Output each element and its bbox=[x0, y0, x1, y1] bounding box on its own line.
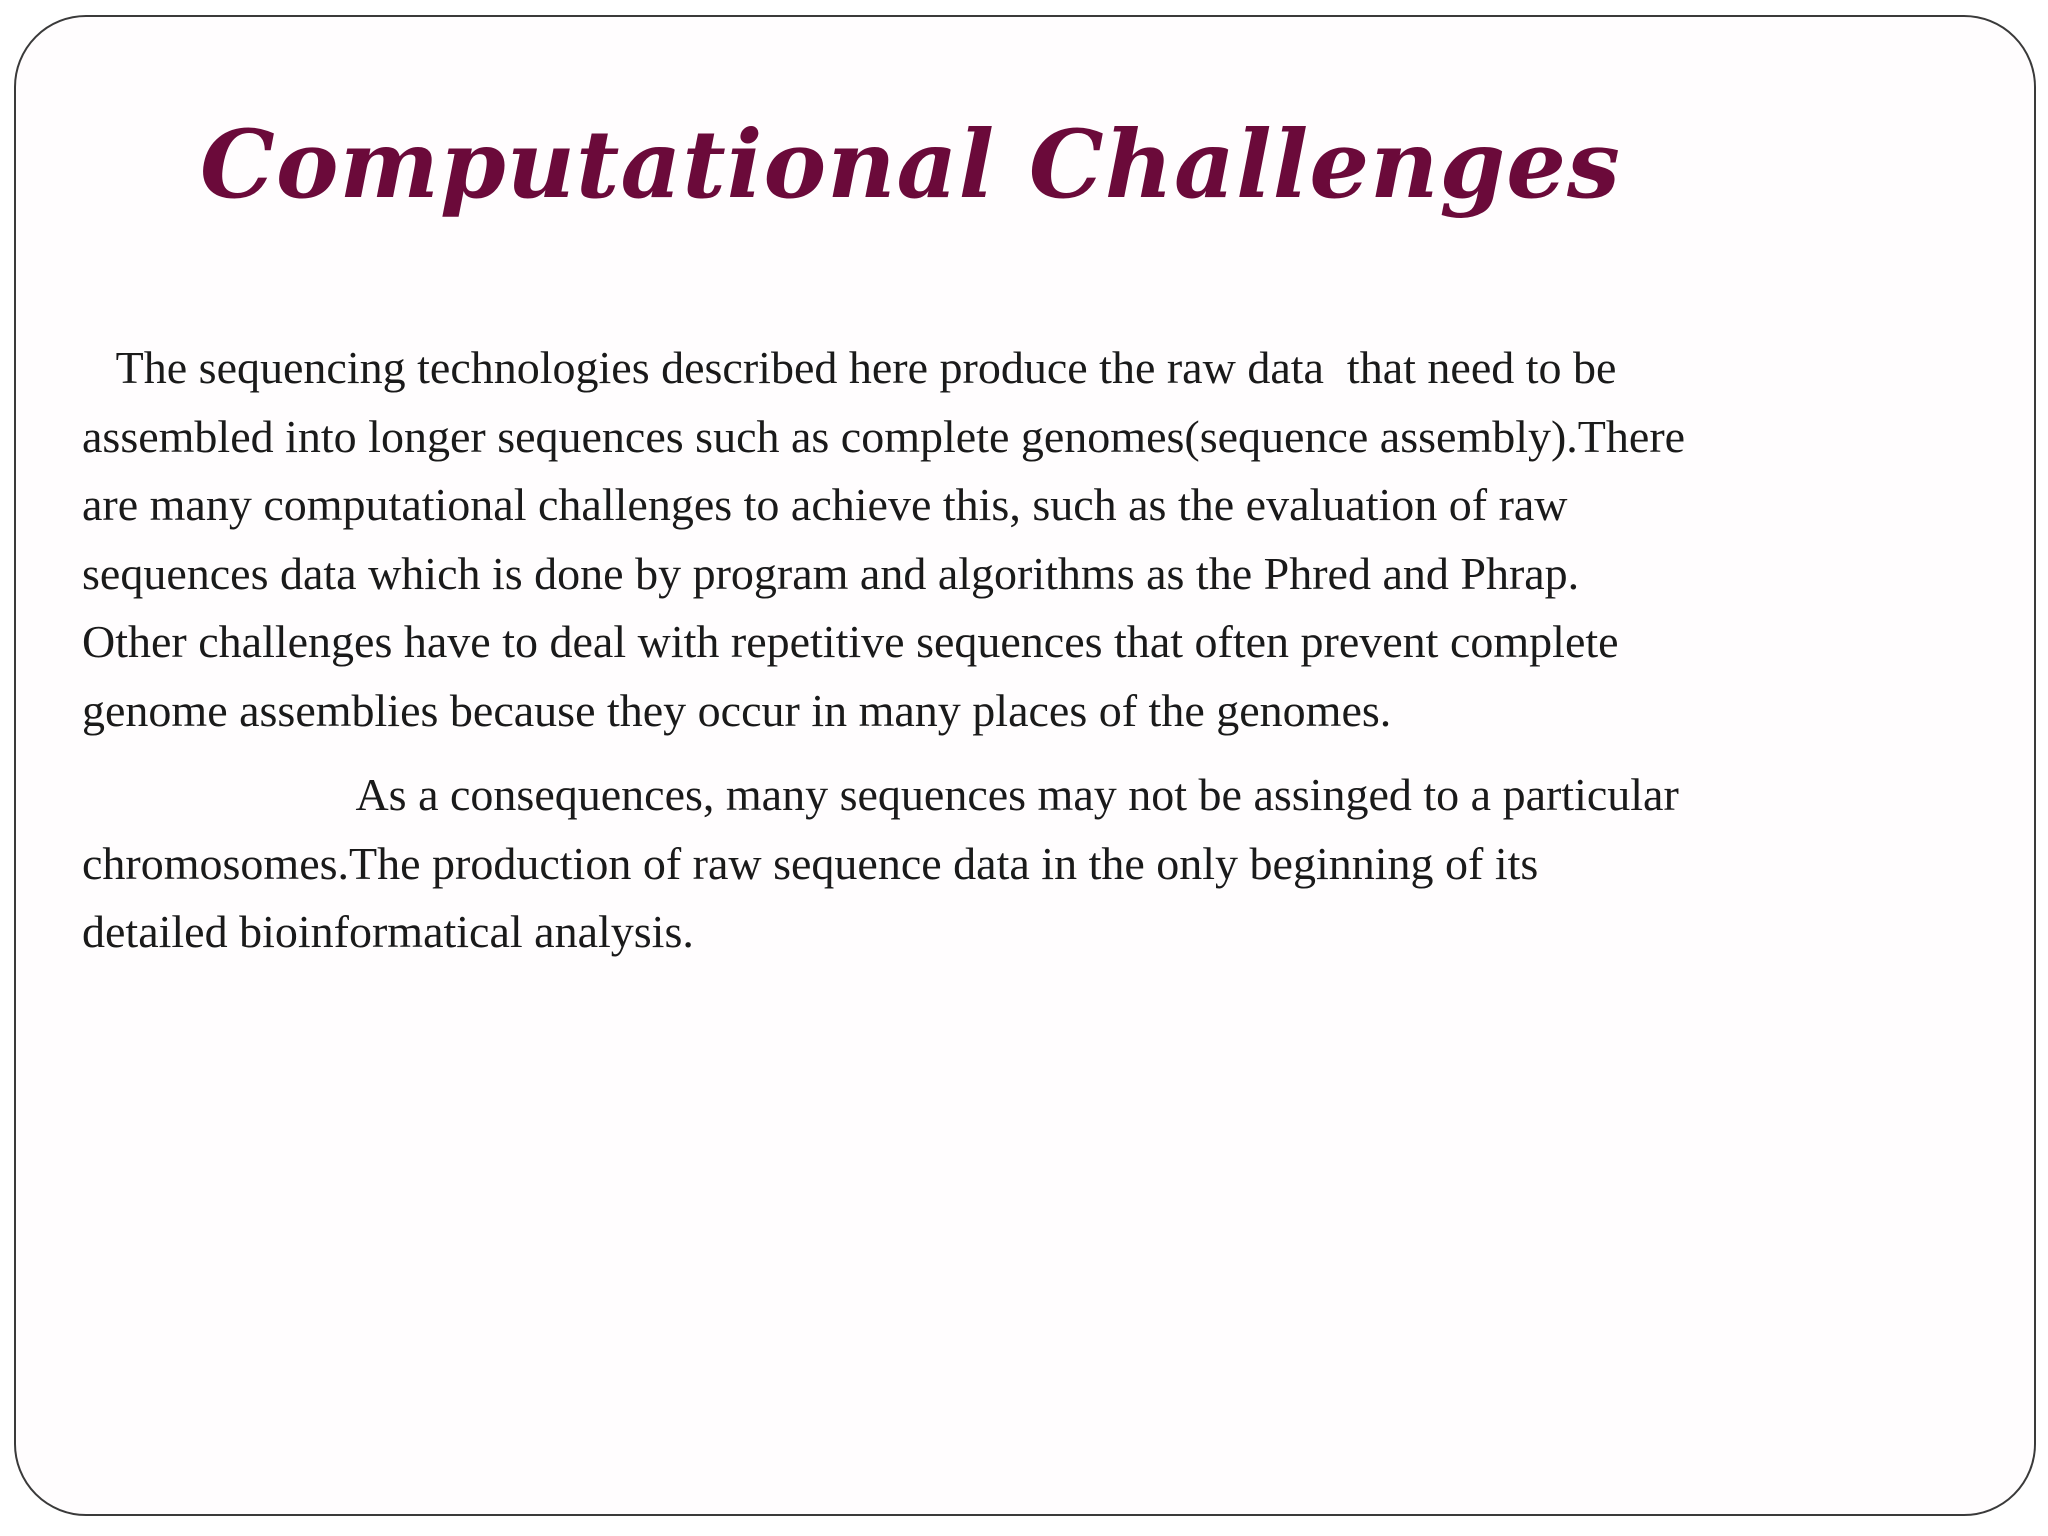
slide-body bbox=[82, 334, 1982, 967]
paragraph-line: detailed bioinformatical analysis. bbox=[82, 906, 694, 957]
paragraph-line: genome assemblies because they occur in many places of the genomes. bbox=[82, 684, 1392, 736]
paragraph-line: As a consequences, many sequences may not be assinged to a particular bbox=[82, 769, 1679, 820]
paragraph-line: sequences data which is done by program and algorithms as the Phred and Phrap. bbox=[82, 547, 1580, 599]
slide-title: Computational Challenges bbox=[200, 110, 1621, 220]
paragraph-line: chromosomes.The production of raw sequence data in the only beginning of its bbox=[82, 837, 1539, 889]
paragraph-line: Other challenges have to deal with repetitive sequences that often prevent complete bbox=[82, 616, 1619, 667]
paragraph-line: are many computational challenges to achieve this, such as the evaluation of raw bbox=[82, 479, 1568, 530]
paragraph-1 bbox=[82, 334, 1982, 745]
paragraph-line: The sequencing technologies described here produce the raw data that need to be bbox=[82, 342, 1617, 393]
paragraph-line: assembled into longer sequences such as complete genomes(sequence assembly).There bbox=[82, 410, 1686, 462]
paragraph-2 bbox=[82, 761, 1982, 967]
